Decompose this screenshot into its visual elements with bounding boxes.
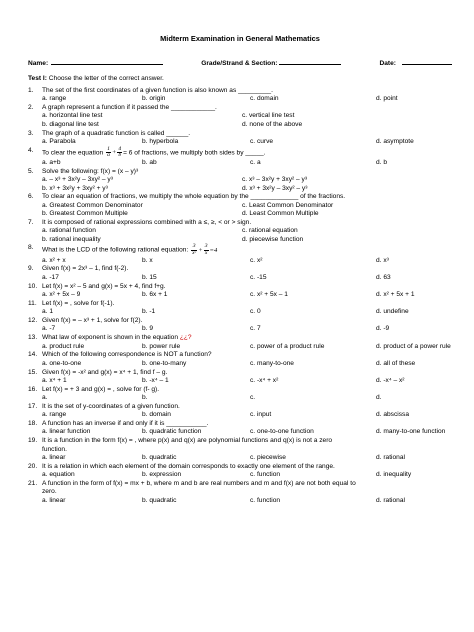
option[interactable]: a. -17 (42, 273, 59, 281)
option[interactable]: d. (376, 394, 382, 402)
question-text: It is composed of rational expressions combined with a ≤, ≥, < or > sign. (42, 218, 252, 226)
page-title: Midterm Examination in General Mathematics (160, 34, 320, 43)
question-text: What is the LCD of the following rational equation: $\frac{3}{\text{x²}}$ + $\frac{3}{x}$ =4 (42, 243, 218, 256)
option[interactable]: d. none of the above (242, 120, 303, 128)
question-number: 12. (28, 317, 38, 325)
option[interactable]: c. x² + 5x – 1 (250, 290, 288, 298)
option[interactable]: b. rational inequality (42, 235, 101, 243)
option[interactable]: b. (142, 394, 148, 402)
option[interactable]: c. (250, 394, 256, 402)
question-number: 7. (28, 218, 34, 226)
grade-field[interactable] (201, 57, 341, 69)
option[interactable]: a. Greatest Common Denominator (42, 201, 143, 209)
option[interactable]: d. rational (376, 453, 405, 461)
option[interactable]: b. domain (142, 411, 171, 419)
question-17 (28, 403, 452, 420)
option[interactable]: a. x⁴ + 1 (42, 376, 67, 384)
question-18 (28, 420, 452, 437)
option[interactable]: d. Least Common Multiple (242, 210, 319, 218)
option[interactable]: a. equation (42, 471, 75, 479)
option[interactable]: d. undefine (376, 308, 409, 316)
question-number: 13. (28, 334, 38, 342)
option[interactable]: b. quadratic (142, 496, 177, 504)
option[interactable]: d. x³ (376, 256, 389, 264)
option[interactable]: c. -15 (250, 273, 267, 281)
test-label: Test I: (28, 75, 47, 82)
option[interactable]: c. -x⁴ + x² (250, 376, 279, 384)
question-text: A function has an inverse if and only if it is ___________. (42, 420, 209, 428)
question-number: 14. (28, 351, 38, 359)
option[interactable]: c. x² (250, 256, 263, 264)
option[interactable]: a. linear (42, 496, 66, 504)
question-number: 9. (28, 265, 34, 273)
question-21 (28, 480, 452, 505)
question-16 (28, 386, 452, 403)
option[interactable]: d. many-to-one function (376, 428, 446, 436)
option[interactable]: a. Parabola (42, 137, 76, 145)
option[interactable]: c. piecewise (250, 453, 286, 461)
option[interactable]: c. a (250, 159, 261, 167)
option[interactable]: b. hyperbola (142, 137, 179, 145)
question-8 (28, 244, 452, 264)
option[interactable]: a. rational function (42, 227, 96, 235)
question-13 (28, 334, 452, 351)
option[interactable]: d. -x⁴ – x² (376, 376, 405, 384)
option[interactable]: a. linear function (42, 428, 91, 436)
question-text: Let f(x) = + 3 and g(x) = , solve for (f- g). (42, 385, 160, 393)
question-number: 20. (28, 462, 38, 470)
option[interactable]: c. vertical line test (242, 112, 295, 120)
option[interactable]: b. origin (142, 95, 166, 103)
question-number: 1. (28, 87, 34, 94)
option[interactable]: b. -1 (142, 308, 156, 316)
question-number: 11. (28, 299, 37, 307)
option[interactable]: a. a+b (42, 159, 61, 167)
question-19 (28, 437, 452, 462)
question-6 (28, 193, 452, 218)
question-text: Which of the following correspondence is NOT a function? (42, 351, 212, 359)
question-number: 17. (28, 402, 38, 410)
option[interactable]: d. x² + 5x + 1 (376, 290, 415, 298)
date-label: Date: (379, 60, 396, 67)
question-number: 5. (28, 167, 34, 175)
question-9 (28, 265, 452, 282)
question-15 (28, 369, 452, 386)
option[interactable]: d. all of these (376, 359, 416, 367)
name-field[interactable] (28, 57, 163, 69)
option[interactable]: a. 1 (42, 308, 53, 316)
question-text: The set of the first coordinates of a given function is also known as _________. (42, 87, 273, 94)
name-label: Name: (28, 60, 49, 67)
question-10 (28, 283, 452, 300)
option[interactable]: d. point (376, 95, 398, 103)
test-instruction (28, 75, 452, 87)
option[interactable]: c. 7 (250, 325, 261, 333)
option[interactable]: c. one-to-one function (250, 428, 314, 436)
question-4 (28, 147, 452, 167)
option[interactable]: a. x² + 5x – 9 (42, 290, 81, 298)
option[interactable]: a. – x³ + 3x²y – 3xy² – y³ (42, 176, 113, 184)
option[interactable]: a. (42, 394, 48, 402)
option[interactable]: b. x (142, 256, 153, 264)
question-1 (28, 87, 452, 104)
question-12 (28, 317, 452, 334)
option[interactable]: b. quadratic (142, 453, 177, 461)
question-text: To clear an equation of fractions, we multiply the whole equation by the _____________ of the fractions. (42, 193, 346, 201)
option[interactable]: d. rational (376, 496, 405, 504)
option[interactable]: a. linear (42, 453, 66, 461)
question-number: 19. (28, 437, 38, 445)
option[interactable]: c. function (250, 471, 281, 479)
option[interactable]: b. 9 (142, 325, 153, 333)
option[interactable]: c. Least Common Denominator (242, 201, 334, 209)
option[interactable]: d. inequality (376, 471, 412, 479)
option[interactable]: a. horizontal line test (42, 112, 103, 120)
option[interactable]: c. function (250, 496, 281, 504)
test-text: Choose the letter of the correct answer. (48, 75, 164, 82)
option[interactable]: a. range (42, 95, 67, 103)
option[interactable]: d. product of a power rule (376, 342, 451, 350)
question-text: Solve the following: f(x) = (x – y)³ (42, 167, 139, 175)
option[interactable]: c. x³ – 3x²y + 3xy² – y³ (242, 176, 308, 184)
option[interactable]: b. x³ + 3x²y + 3xy² + y³ (42, 184, 108, 192)
date-field[interactable] (380, 57, 453, 69)
question-7 (28, 219, 452, 244)
option[interactable]: d. -9 (376, 325, 390, 333)
question-number: 16. (28, 385, 38, 393)
question-text: Let f(x) = , solve for f(-1). (42, 299, 115, 307)
option[interactable]: a. x² + x (42, 256, 66, 264)
option[interactable]: d. piecewise function (242, 235, 304, 243)
question-14 (28, 351, 452, 368)
option[interactable]: b. quadratic function (142, 428, 202, 436)
question-5 (28, 168, 452, 193)
question-text: It is the set of y-coordinates of a given function. (42, 402, 180, 410)
question-20 (28, 463, 452, 480)
option[interactable]: d. 63 (376, 273, 391, 281)
question-number: 2. (28, 104, 34, 112)
option[interactable]: d. asymptote (376, 137, 414, 145)
question-text: Given f(x) = 2x³ – 1, find f(-2). (42, 265, 129, 273)
option[interactable]: b. Greatest Common Multiple (42, 210, 128, 218)
option[interactable]: c. rational equation (242, 227, 298, 235)
question-number: 18. (28, 420, 38, 428)
question-number: 15. (28, 368, 38, 376)
question-11 (28, 300, 452, 317)
option[interactable]: a. -7 (42, 325, 56, 333)
option[interactable]: d. abscissa (376, 411, 409, 419)
question-3 (28, 130, 452, 147)
option[interactable]: d. x³ + 3x²y – 3xy² – y³ (242, 184, 308, 192)
question-2 (28, 104, 452, 129)
question-text: Given f(x) = – x³ + 1, solve for f(2). (42, 317, 143, 325)
option[interactable]: d. b (376, 159, 387, 167)
option[interactable]: c. many-to-one (250, 359, 294, 367)
option[interactable]: b. 6x + 1 (142, 290, 168, 298)
option[interactable]: a. range (42, 411, 67, 419)
option[interactable]: b. one-to-many (142, 359, 187, 367)
question-text: The graph of a quadratic function is called ______. (42, 129, 191, 137)
option[interactable]: c. domain (250, 95, 279, 103)
option[interactable]: c. 0 (250, 308, 261, 316)
option[interactable]: c. power of a product rule (250, 342, 325, 350)
question-text: Given f(x) = -x² and g(x) = x⁴ + 1, find f – g. (42, 368, 168, 376)
question-text: It is a relation in which each element of the domain corresponds to exactly one element of the range. (42, 462, 335, 470)
question-text: A graph represent a function if it passed the ____________. (42, 104, 217, 112)
question-number: 21. (28, 480, 38, 488)
question-text-cont: zero. (42, 488, 57, 496)
question-number: 10. (28, 282, 38, 290)
option[interactable]: b. ab (142, 159, 157, 167)
question-number: 3. (28, 129, 34, 137)
option[interactable]: b. power rule (142, 342, 181, 350)
question-text: It is a function in the form f(x) = , where p(x) and q(x) are polynomial functions and q(x) is not a zero (42, 437, 333, 445)
question-number: 8. (28, 244, 34, 252)
question-text: What law of exponent is shown in the equation ¿¿? (42, 334, 192, 342)
option[interactable]: b. diagonal line test (42, 120, 99, 128)
option[interactable]: c. curve (250, 137, 274, 145)
question-text-cont: function. (42, 445, 67, 453)
grade-label: Grade/Strand & Section: (201, 60, 278, 67)
question-text: Let f(x) = x² – 5 and g(x) = 5x + 4, find f+g. (42, 282, 166, 290)
option[interactable]: b. expression (142, 471, 182, 479)
option[interactable]: a. product rule (42, 342, 85, 350)
option[interactable]: b. 15 (142, 273, 157, 281)
question-number: 4. (28, 146, 34, 154)
option[interactable]: b. -x⁴ – 1 (142, 376, 169, 384)
info-line (28, 57, 452, 69)
option[interactable]: c. input (250, 411, 272, 419)
option[interactable]: a. one-to-one (42, 359, 82, 367)
question-number: 6. (28, 193, 34, 201)
question-list (28, 87, 452, 505)
question-text: A function in the form of f(x) = mx + b, where m and b are real numbers and m and f(x) are not both equal to (42, 480, 356, 488)
question-text: To clear the equation $\frac{1}{a}$ + $\frac{4}{b}$ = 6 of fractions, we multiply both sides by _____. (42, 145, 266, 159)
